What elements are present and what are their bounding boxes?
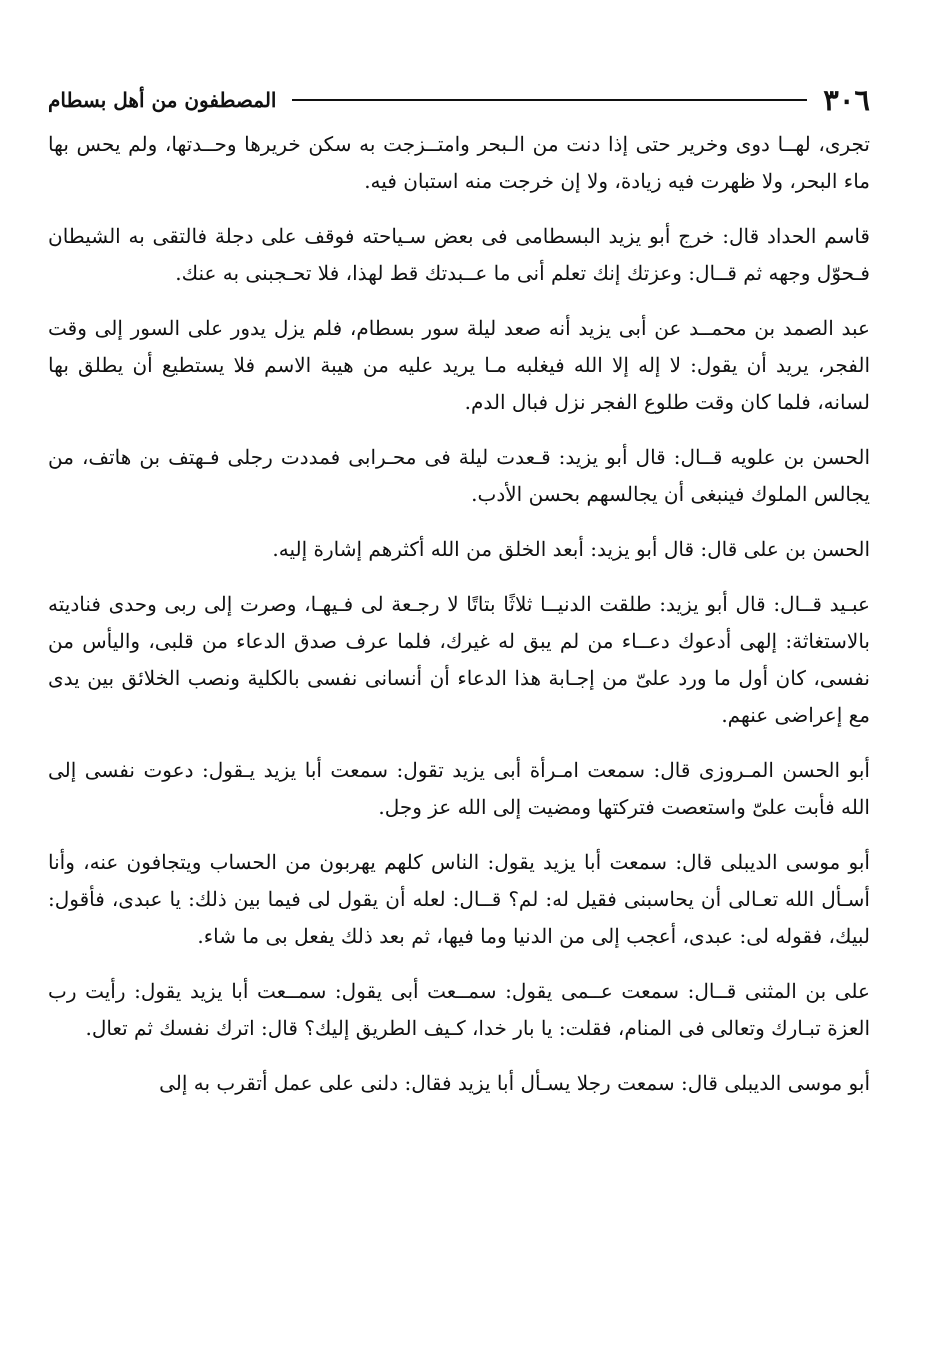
paragraph: أبو الحسن المـروزى قال: سمعت امـرأة أبى يزيد تقول: سمعت أبا يزيد يـقول: دعوت نفسى إلى الله فأبت علىّ واستعصت فتركتها ومضيت إلى الله عز وجل. [48,758,870,819]
header-rule [292,99,807,101]
paragraph: على بن المثنى قــال: سمعت عــمى يقول: سمــعت أبى يقول: سمــعت أبا يزيد يقول: رأيت رب العزة تبـارك وتعالى فى المنام، فقلت: يا بار خدا، كـيف الطريق إليك؟ قال: اترك نفسك ثم تعال. [48,979,870,1040]
page-header [48,78,870,122]
paragraph: قاسم الحداد قال: خرج أبو يزيد البسطامى فى بعض سـياحته فوقف على دجلة فالتقى به الشيطان فـحوّل وجهه ثم قــال: وعزتك إنك تعلم أنى ما عــبدتك قط لهذا، فلا تحـجبنى به عنك. [48,224,870,285]
paragraph: عبد الصمد بن محمــد عن أبى يزيد أنه صعد ليلة سور بسطام، فلم يزل يدور على السور إلى وقت الفجر، يريد أن يقول: لا إله إلا الله فيغلبه مـا يريد عليه من هيبة الاسم فلا يستطيع أن يطلق بها لسانه، فلما كان وقت طلوع الفجر نزل فبال الدم. [48,316,870,414]
page-number: ٣٠٦ [823,83,870,117]
paragraph: أبو موسى الديبلى قال: سمعت رجلا يسـأل أبا يزيد فقال: دلنى على عمل أتقرب به إلى [159,1071,870,1095]
paragraph: الحسن بن علويه قــال: قال أبو يزيد: قـعدت ليلة فى محـرابى فمددت رجلى فـهتف بن هاتف، من يجالس الملوك فينبغى أن يجالسهم بحسن الأدب. [48,445,870,506]
paragraph: عبـيد قــال: قال أبو يزيد: طلقت الدنيــا ثلاثًا بتاتًا لا رجـعة لى فـيهـا، وصرت إلى ربى وحدى فناديته بالاستغاثة: إلهى أدعوك دعــاء من لم يبق له غيرك، فلما عرف صدق الدعاء من قلبى، واليأس من نفسى، كان أول ما ورد علىّ من إجـابة هذا الدعاء أن أنسانى نفسى بالكلية ونصب الخلائق بين يدى مع إعراضى عنهم. [48,592,870,727]
page-body [48,126,870,1102]
running-title: المصطفون من أهل بسطام [48,88,277,112]
paragraph: تجرى، لهــا دوى وخرير حتى إذا دنت من الـبحر وامتــزجت به سكن خريرها وحــدتها، ولم يحس بها ماء البحر، ولا ظهرت فيه زيادة، ولا إن خرجت منه استبان فيه. [48,132,870,193]
paragraph: أبو موسى الديبلى قال: سمعت أبا يزيد يقول: الناس كلهم يهربون من الحساب ويتجافون عنه، وأنا أسـأل الله تعـالى أن يحاسبنى فقيل له: لم؟ قــال: لعله أن يقول لى فيما بين ذلك: يا عبدى، فأقول: لبيك، فقوله لى: عبدى، أعجب إلى من الدنيا وما فيها، ثم بعد ذلك يفعل بى ما شاء. [48,850,870,948]
paragraph: الحسن بن على قال: قال أبو يزيد: أبعد الخلق من الله أكثرهم إشارة إليه. [272,537,870,561]
